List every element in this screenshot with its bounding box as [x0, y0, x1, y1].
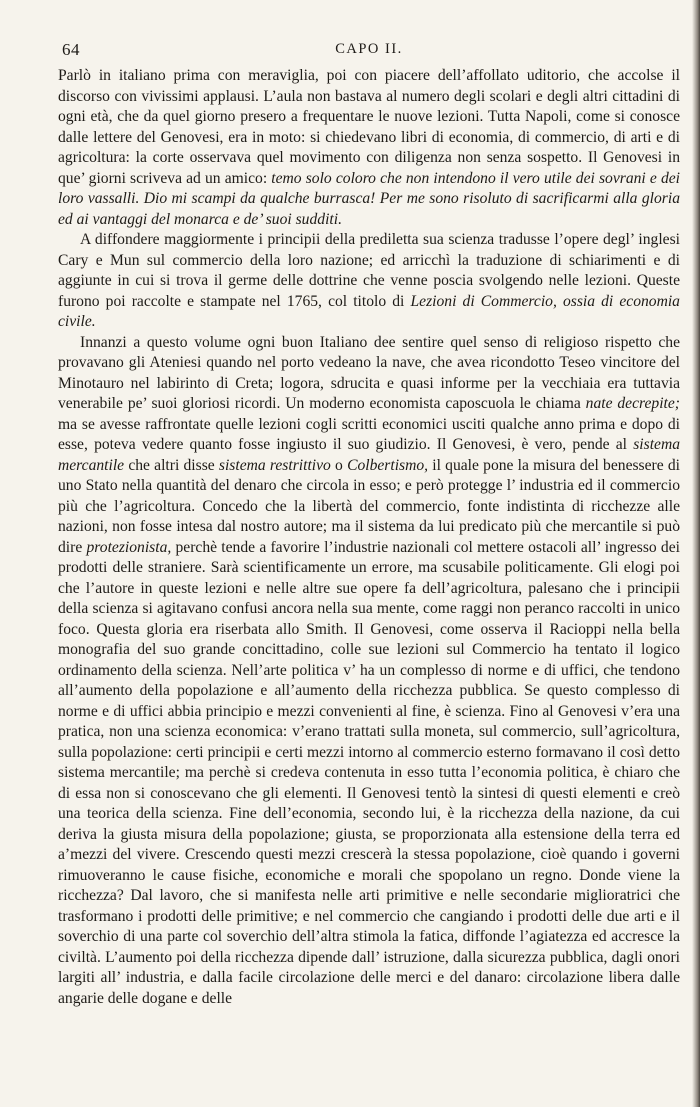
- page-header: [58, 40, 680, 66]
- paragraph-3: [58, 333, 680, 1010]
- paragraph-1: [58, 66, 680, 230]
- body-text: [58, 66, 680, 1009]
- page-number: 64: [62, 40, 80, 59]
- paragraph-2-text: A diffondere maggiormente i principii della prediletta sua scienza tradusse l’opere degl’ inglesi Cary e Mun sul commercio della loro nazione; ed arricchì la traduzione di schiarimenti e di aggiunte in cui si trova il germe delle dottrine che venne poscia svolgendo nelle lezioni. Queste furono poi raccolte e stampate nel 1765, col titolo di: [58, 231, 680, 310]
- running-head: CAPO II.: [335, 41, 403, 57]
- paragraph-3-text-b: ma se avesse raffrontate quelle lezioni cogli scritti economici usciti qualche anno prima e dopo di esse, poteva vedere quanto fosse ingiusto il suo giudizio. Il Genovesi, è vero, pende al: [58, 415, 680, 453]
- paragraph-1-text: Parlò in italiano prima con meraviglia, poi con piacere dell’affollato uditorio, che accolse il discorso con vivissimi applausi. L’aula non bastava al numero degli scolari e degli altri cittadini di ogni età, che da quel giorno presero a frequentare le nuove lezioni. Tutta Napoli, come si conosce dalle lettere del Genovesi, era in moto: si chiedevano libri di economia, di commercio, di arti e di agricoltura: la corte osservava quel movimento con diligenza non senza sospetto. Il Genovesi in que’ giorni scriveva ad un amico:: [58, 67, 680, 187]
- paragraph-3-text-c: che altri disse: [124, 456, 219, 474]
- paragraph-3-italic-e: protezionista,: [86, 538, 172, 556]
- paragraph-3-italic-a: nate decrepite;: [585, 395, 681, 412]
- paragraph-3-text-a: Innanzi a questo volume ogni buon Italiano dee sentire quel senso di religioso rispetto che provavano gli Ateniesi quando nel porto vedeano la nave, che avea ricondotto Teseo vincitore del Minotauro nel labirinto di Creta; logora, sdrucita e quasi informe per la vecchiaia era tuttavia venerabile pe’ suoi gloriosi ricordi. Un moderno economista caposcuola le chiama: [58, 333, 680, 412]
- paragraph-3-text-e: il quale pone la misura del benessere di uno Stato nella quantità del denaro che circola in esso; e però protegge l’ industria ed il commercio più che l’agricoltura. Concedo che la libertà del commercio, fonte indistinta di ricchezze alle nazioni, non fosse intesa dal nostro autore; ma il sistema da lui predicato più che mercantile si può dire: [58, 456, 681, 556]
- page-edge-shadow: [692, 0, 700, 1107]
- book-page: [58, 40, 680, 1009]
- paragraph-3-text-f: perchè tende a favorire l’industrie nazionali col mettere ostacoli all’ ingresso dei prodotti delle straniere. Sarà scientificamente un errore, ma scusabile politicamente. Gli elogi poi che l’autore in queste lezioni e nelle altre sue opere fa dell’agricoltura, palesano che i principii della scienza si agitavano confusi ancora nella sua mente, come raggi non peranco raccolti in unico foco. Questa gloria era riserbata allo Smith. Il Genovesi, come osserva il Racioppi nella bella monografia del suo grande concittadino, colle sue lezioni sul Commercio ha tentato il logico ordinamento della scienza. Nell’arte politica v’ ha un complesso di norme e di uffici, che tendono all’aumento della popolazione e all’aumento della ricchezza pubblica. Se questo complesso di norme e di uffici abbia principio e mezzi convenienti al fine, è scienza. Fino al Genovesi v’era una pratica, non una scienza economica: v’erano trattati sulla moneta, sul commercio, sull’agricoltura, sulla popolazione: certi principii e certi mezzi intorno al commercio esterno formavano il così detto sistema mercantile; ma perchè si credeva contenuta in esso tutta l’economia politica, è chiaro che di essa non si conoscevano che gli elementi. Il Genovesi tentò la sintesi di questi elementi e creò una teorica della scienza. Fine dell’economia, secondo lui, è la ricchezza della nazione, da cui deriva la giusta misura della popolazione; giusta, se proporzionata alla estensione della terra ed a’mezzi del vivere. Crescendo questi mezzi crescerà la stessa popolazione, cioè quando i governi rimuoveranno le cause fisiche, economiche e morali che spopolano un regno. Donde viene la ricchezza? Dal lavoro, che si manifesta nelle arti primitive e nelle secondarie miglioratrici che trasformano i prodotti delle primitive; e nel commercio che cangiando i prodotti delle due arti e il soverchio di una parte col soverchio dell’altra stimola la fatica, diffonde l’agiatezza ed accresce la civiltà. L’aumento poi della ricchezza dipende dall’ istruzione, dalla sicurezza pubblica, dagli onori largiti all’ industria, e dalla facile circolazione delle merci e del danaro: circolazione libera dalle angarie delle dogane e delle: [58, 538, 680, 1007]
- paragraph-3-italic-b: sistema mercantile: [58, 436, 680, 474]
- paragraph-3-italic-c: sistema restrittivo: [218, 456, 331, 474]
- paragraph-2-book-title: Lezioni di Commercio, ossia di economia civile.: [58, 292, 680, 330]
- paragraph-1-quote: temo solo coloro che non intendono il vero utile dei sovrani e dei loro vassalli. Dio mi scampi da qualche burrasca! Per me sono risoluto di sacrificarmi alla gloria ed ai vantaggi del monarca e de’ suoi sudditi.: [58, 169, 680, 228]
- paragraph-2: [58, 230, 680, 333]
- paragraph-3-italic-d: Colbertismo,: [347, 456, 429, 474]
- paragraph-3-text-d: o: [330, 456, 348, 474]
